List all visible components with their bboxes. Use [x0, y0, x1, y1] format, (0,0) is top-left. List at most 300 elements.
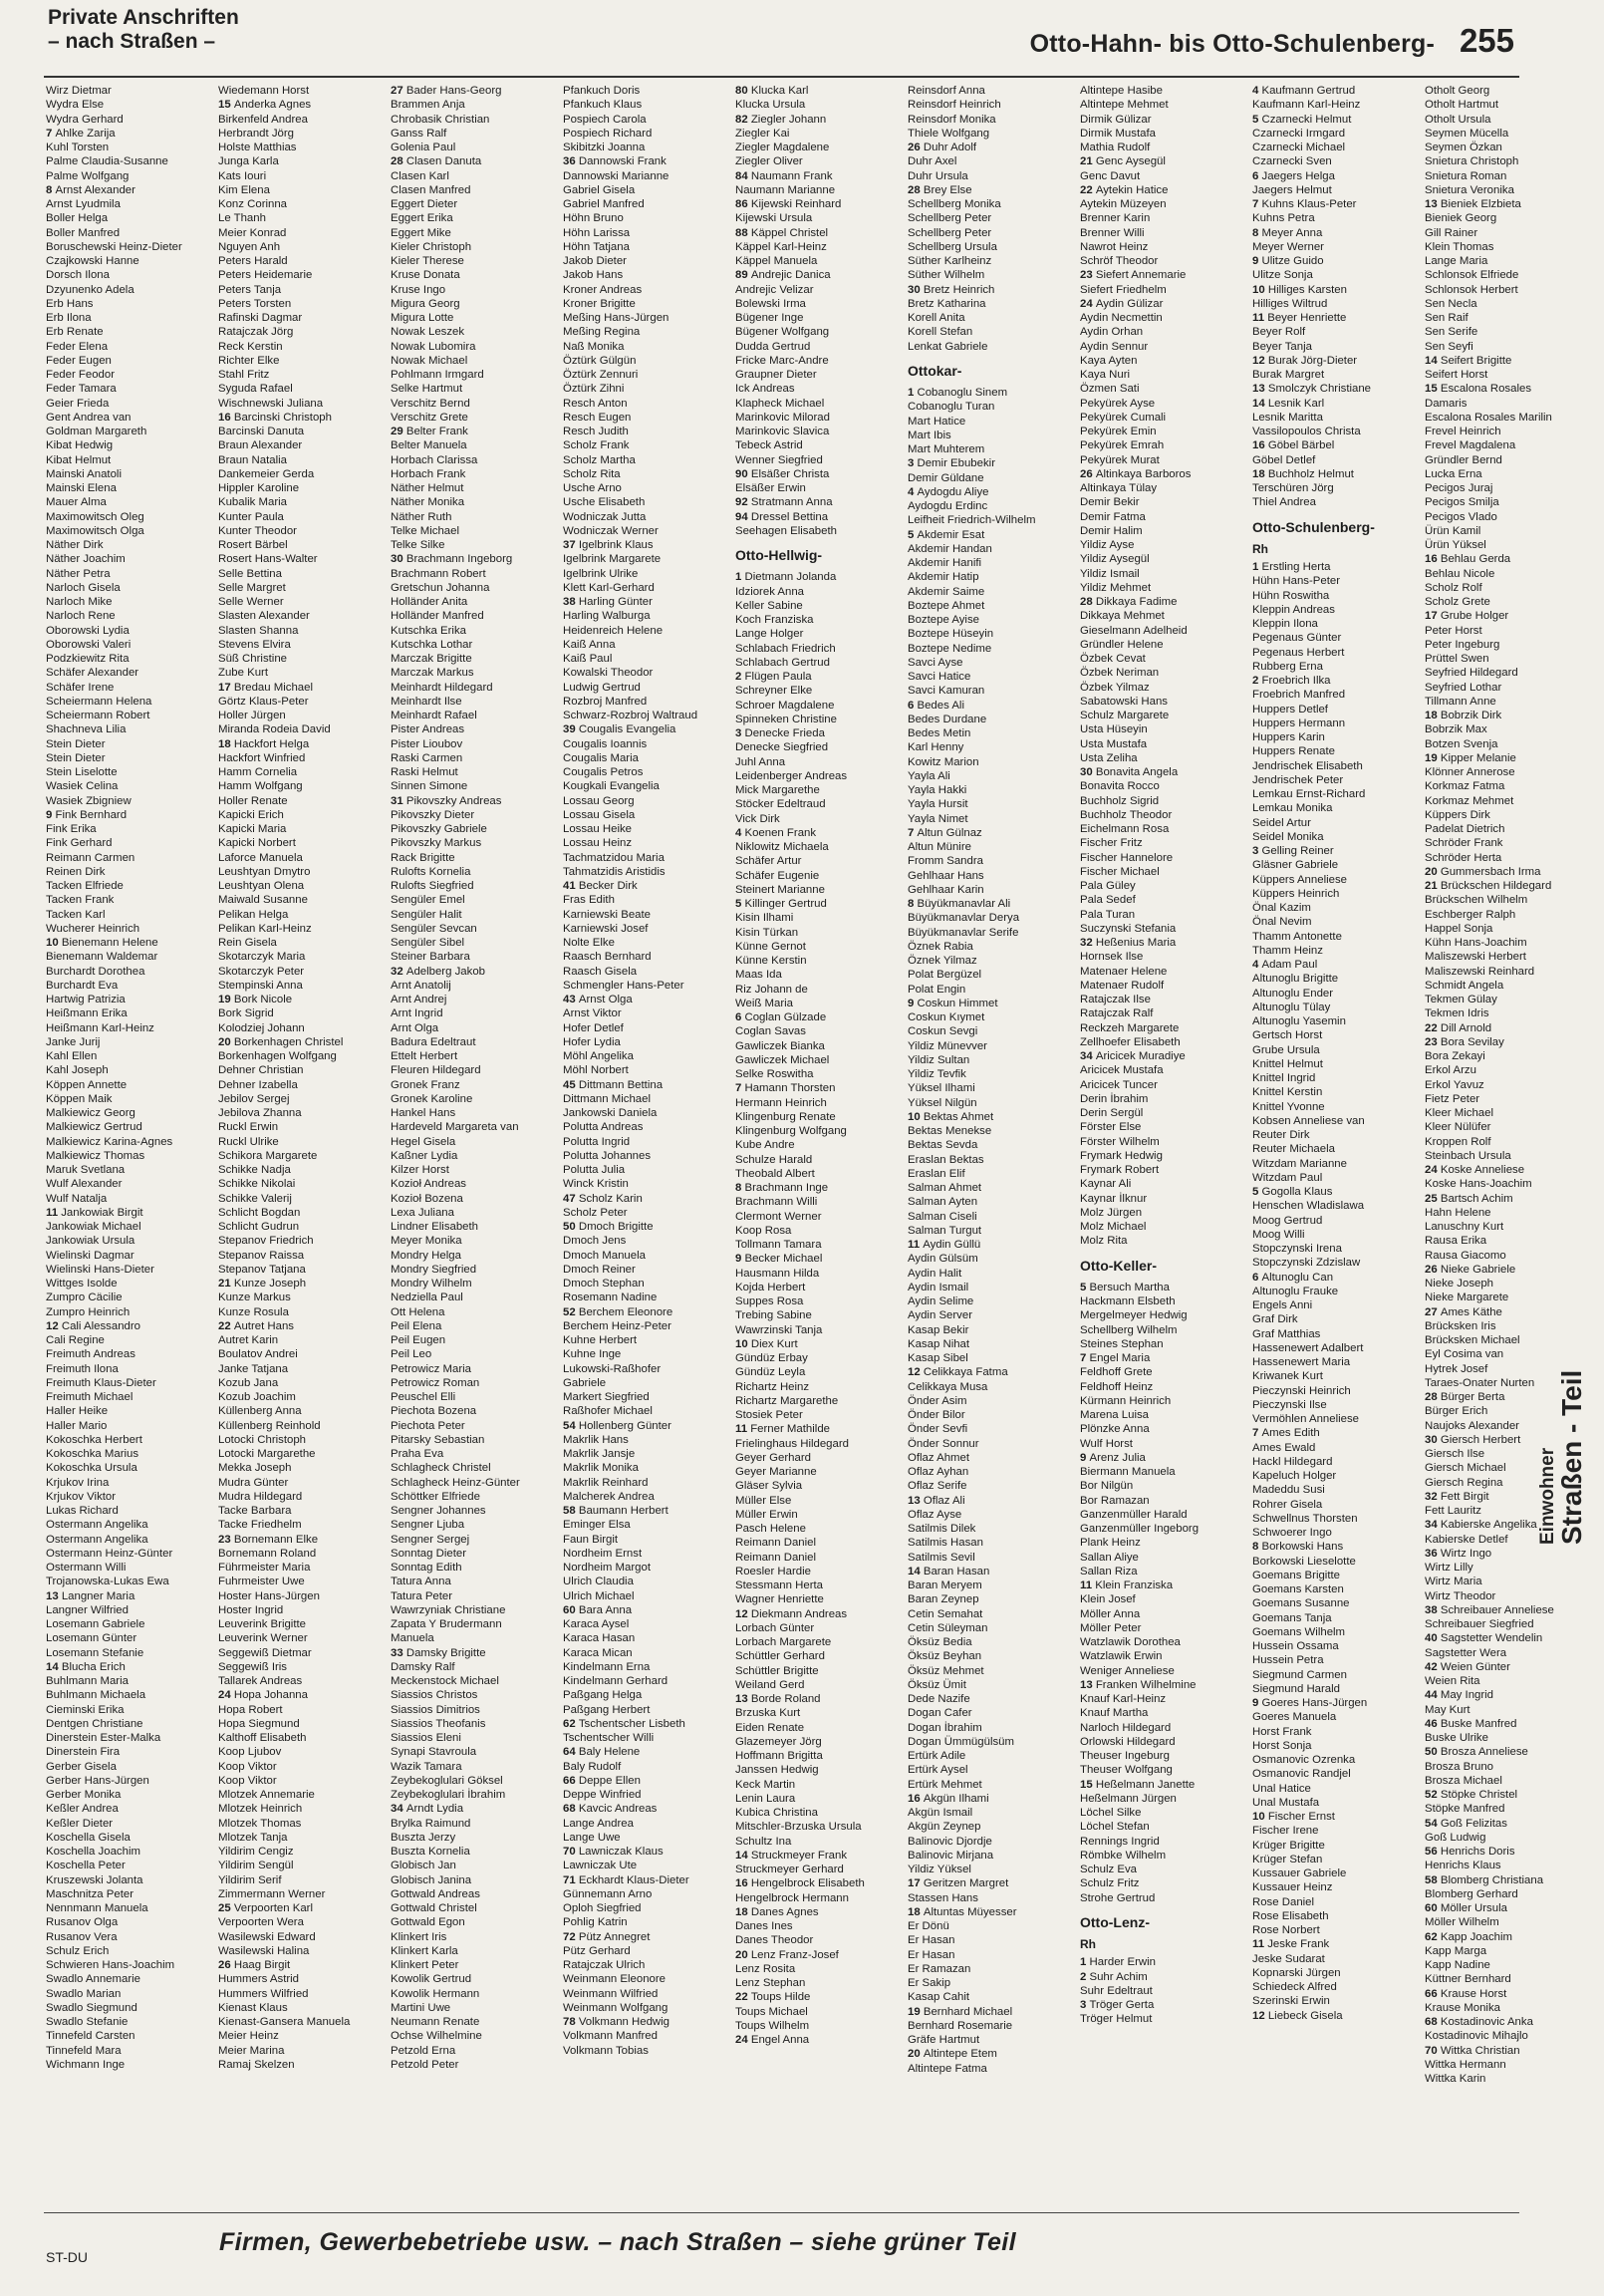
resident-name: Karl Henny: [908, 741, 964, 754]
resident-entry: [391, 751, 559, 765]
resident-name: Tschentscher Lisbeth: [578, 1717, 685, 1730]
resident-entry: [1252, 254, 1421, 268]
resident-entry: [908, 1351, 1076, 1365]
resident-name: Engel Maria: [1089, 1352, 1151, 1364]
resident-name: Horbach Clarissa: [391, 453, 478, 466]
resident-entry: [908, 585, 1076, 599]
resident-entry: [735, 1551, 904, 1565]
resident-entry: [391, 1006, 559, 1020]
resident-name: May Ingrid: [1440, 1689, 1494, 1702]
resident-entry: [735, 883, 904, 897]
resident-entry: [735, 453, 904, 467]
resident-entry: [1080, 1508, 1248, 1522]
house-number: 11: [1252, 1938, 1268, 1951]
resident-entry: [1080, 1536, 1248, 1550]
resident-name: Polutta Ingrid: [563, 1135, 631, 1148]
resident-entry: [218, 808, 387, 822]
house-number: 17: [908, 1877, 924, 1890]
resident-entry: [218, 609, 387, 623]
resident-entry: [1425, 922, 1593, 936]
resident-entry: [563, 1646, 731, 1660]
resident-name: Snietura Veronika: [1425, 183, 1514, 196]
resident-entry: [1080, 1479, 1248, 1493]
resident-entry: [1425, 1063, 1593, 1077]
resident-name: Hussein Ossama: [1252, 1640, 1339, 1652]
resident-entry: [908, 1948, 1076, 1962]
resident-entry: [1425, 1944, 1593, 1958]
resident-name: Czajkowski Hanne: [46, 255, 139, 267]
resident-name: Altun Gülnaz: [917, 826, 982, 839]
resident-name: Buhlmann Maria: [46, 1675, 129, 1687]
header-category-line1: Private Anschriften: [48, 6, 239, 29]
resident-entry: [1252, 1625, 1421, 1639]
resident-entry: [908, 1308, 1076, 1322]
resident-entry: [563, 1575, 731, 1588]
resident-name: Oborowski Valeri: [46, 638, 132, 651]
house-number: 18: [908, 1905, 924, 1918]
resident-entry: [908, 1195, 1076, 1209]
resident-entry: [46, 98, 214, 112]
resident-entry: [46, 2029, 214, 2043]
resident-entry: [218, 1447, 387, 1461]
house-number: 24: [218, 1689, 234, 1702]
resident-entry: [563, 1120, 731, 1134]
resident-entry: [1252, 603, 1421, 617]
resident-entry: [218, 1547, 387, 1561]
resident-entry: [218, 1802, 387, 1816]
resident-name: Danes Agnes: [750, 1905, 819, 1918]
resident-name: Stepanov Raissa: [218, 1249, 305, 1262]
resident-entry: [908, 311, 1076, 325]
resident-name: Unal Mustafa: [1252, 1796, 1320, 1809]
resident-entry: [46, 1731, 214, 1745]
resident-name: Aydin Sennur: [1080, 340, 1149, 353]
resident-entry: [1080, 751, 1248, 765]
resident-entry: [1080, 581, 1248, 595]
resident-entry: [218, 1817, 387, 1831]
resident-entry: [908, 226, 1076, 240]
resident-entry: [391, 709, 559, 722]
resident-name: Schröder Herta: [1425, 851, 1502, 864]
resident-entry: [735, 769, 904, 783]
resident-name: Weiß Maria: [735, 997, 794, 1009]
resident-entry: [1252, 169, 1421, 183]
resident-entry: [1252, 1285, 1421, 1298]
resident-entry: [1425, 1631, 1593, 1645]
resident-entry: [735, 1820, 904, 1834]
resident-name: Gawliczek Bianka: [735, 1039, 825, 1052]
resident-name: Seyfried Hildegard: [1425, 667, 1518, 680]
resident-entry: [908, 1494, 1076, 1508]
resident-entry: [46, 1915, 214, 1929]
resident-entry: [1080, 1451, 1248, 1465]
resident-entry: [218, 1831, 387, 1845]
resident-entry: [908, 1422, 1076, 1436]
resident-entry: [46, 141, 214, 154]
resident-entry: [1425, 595, 1593, 609]
resident-entry: [908, 1835, 1076, 1849]
resident-entry: [563, 1688, 731, 1702]
resident-entry: [735, 1053, 904, 1067]
resident-entry: [391, 84, 559, 98]
resident-name: Ulrich Claudia: [563, 1576, 634, 1588]
resident-entry: [391, 2029, 559, 2043]
resident-entry: [563, 1915, 731, 1929]
resident-name: Schlonsok Elfriede: [1425, 269, 1519, 282]
resident-name: Savci Kamuran: [908, 685, 985, 698]
resident-name: Öztürk Zihni: [563, 383, 625, 396]
resident-entry: [391, 1319, 559, 1333]
resident-entry: [391, 1291, 559, 1304]
resident-entry: [1425, 453, 1593, 467]
resident-entry: [218, 1603, 387, 1617]
resident-name: Schwarz-Rozbroj Waltraud: [563, 710, 698, 721]
resident-name: Wawrzinski Tanja: [735, 1323, 823, 1336]
resident-entry: [391, 411, 559, 425]
resident-entry: [1425, 1717, 1593, 1731]
resident-entry: [1425, 737, 1593, 751]
resident-name: Hilliges Wiltrud: [1252, 297, 1328, 310]
resident-name: Moog Willi: [1252, 1228, 1305, 1241]
resident-name: Martini Uwe: [391, 2001, 451, 2014]
resident-entry: [908, 1067, 1076, 1081]
resident-entry: [391, 154, 559, 168]
resident-entry: [1252, 481, 1421, 495]
house-number: 30: [391, 553, 406, 566]
resident-name: Graf Dirk: [1252, 1313, 1298, 1326]
resident-name: Kaufmann Gertrud: [1261, 85, 1356, 97]
resident-entry: [1080, 1649, 1248, 1663]
resident-entry: [735, 1451, 904, 1465]
resident-name: Kozioł Bozena: [391, 1192, 463, 1205]
resident-name: Erkol Yavuz: [1425, 1078, 1484, 1091]
resident-name: Plank Heinz: [1080, 1537, 1141, 1550]
resident-name: Wulf Horst: [1080, 1437, 1133, 1450]
resident-entry: [563, 240, 731, 254]
resident-name: Verpoorten Karl: [233, 1902, 313, 1914]
resident-name: Cetin Semahat: [908, 1607, 983, 1620]
house-number: 20: [218, 1035, 234, 1048]
resident-entry: [908, 997, 1076, 1010]
resident-name: Öznek Rabia: [908, 940, 973, 953]
resident-name: Yildiz Münevver: [908, 1039, 987, 1052]
resident-entry: [46, 1305, 214, 1319]
resident-name: Andrejic Danica: [750, 269, 831, 282]
house-number: 60: [1425, 1902, 1441, 1914]
resident-entry: [1080, 1049, 1248, 1063]
resident-name: Giersch Ilse: [1425, 1448, 1485, 1460]
resident-name: Ahlke Zarija: [55, 127, 116, 140]
resident-entry: [46, 354, 214, 368]
resident-name: Hackfort Helga: [233, 737, 310, 750]
resident-name: Hornsek Ilse: [1080, 951, 1144, 964]
resident-entry: [908, 1153, 1076, 1167]
resident-name: Malcherek Andrea: [563, 1490, 655, 1503]
resident-entry: [1080, 1835, 1248, 1849]
resident-name: Stratmann Anna: [750, 496, 833, 509]
resident-name: Kuhns Petra: [1252, 212, 1315, 225]
resident-name: Heßenius Maria: [1095, 937, 1177, 949]
resident-name: Hilliges Karsten: [1267, 283, 1347, 296]
house-number: 46: [1425, 1717, 1441, 1730]
resident-entry: [1080, 1106, 1248, 1120]
resident-name: Gehlhaar Karin: [908, 883, 984, 896]
house-number: 12: [735, 1607, 751, 1620]
resident-name: Maliszewski Herbert: [1425, 951, 1526, 964]
resident-name: Stessmann Herta: [735, 1579, 823, 1591]
resident-name: Henrichs Klaus: [1425, 1860, 1501, 1872]
resident-name: Schulz Fritz: [1080, 1877, 1140, 1890]
resident-entry: [1425, 1646, 1593, 1660]
resident-name: Fischer Fritz: [1080, 837, 1143, 850]
resident-name: Unal Hatice: [1252, 1782, 1311, 1795]
resident-entry: [1425, 779, 1593, 793]
resident-entry: [908, 627, 1076, 641]
resident-name: Salman Ciseli: [908, 1210, 977, 1223]
resident-name: Gill Rainer: [1425, 226, 1478, 239]
resident-name: Bornemann Elke: [233, 1533, 319, 1546]
resident-name: Önal Kazim: [1252, 902, 1311, 914]
resident-name: Rulofts Siegfried: [391, 880, 474, 892]
resident-entry: [46, 993, 214, 1006]
resident-name: Näther Ruth: [391, 510, 452, 523]
resident-entry: [735, 1778, 904, 1792]
resident-entry: [1425, 993, 1593, 1006]
resident-name: May Kurt: [1425, 1703, 1470, 1716]
resident-name: Killinger Gertrud: [744, 898, 827, 910]
resident-name: Gawliczek Michael: [735, 1053, 830, 1066]
house-number: 16: [735, 1877, 751, 1890]
resident-name: Bartsch Achim: [1440, 1192, 1513, 1205]
house-number: 50: [563, 1221, 579, 1233]
resident-name: Globisch Jan: [391, 1860, 456, 1872]
resident-name: Dogan İbrahim: [908, 1721, 982, 1734]
resident-entry: [1252, 1952, 1421, 1966]
directory-column: [1425, 84, 1593, 2212]
resident-name: Koschella Joachim: [46, 1846, 140, 1858]
house-number: 26: [1425, 1263, 1441, 1276]
resident-name: Förster Wilhelm: [1080, 1135, 1160, 1148]
resident-entry: [563, 1376, 731, 1390]
resident-entry: [218, 354, 387, 368]
side-tab-graphic: [1529, 1226, 1589, 1555]
resident-name: Salman Turgut: [908, 1224, 982, 1237]
resident-entry: [218, 1404, 387, 1418]
resident-name: Yildirim Cengiz: [218, 1846, 294, 1858]
resident-entry: [563, 1220, 731, 1234]
resident-name: Kaynar Ali: [1080, 1178, 1132, 1191]
resident-name: Kleer Michael: [1425, 1107, 1494, 1119]
resident-entry: [563, 1476, 731, 1490]
resident-entry: [391, 1021, 559, 1035]
resident-entry: [908, 1876, 1076, 1890]
resident-name: Duhr Adolf: [923, 142, 977, 153]
resident-entry: [391, 1447, 559, 1461]
resident-entry: [908, 1806, 1076, 1820]
resident-name: Wirz Dietmar: [46, 85, 112, 97]
resident-entry: [908, 940, 1076, 954]
resident-name: Giersch Regina: [1425, 1476, 1503, 1489]
house-number: 16: [908, 1792, 924, 1805]
resident-name: Slasten Shanna: [218, 624, 299, 637]
resident-entry: [391, 567, 559, 581]
resident-name: Kleppin Andreas: [1252, 603, 1335, 616]
resident-entry: [1080, 595, 1248, 609]
resident-name: Resch Anton: [563, 397, 628, 410]
resident-name: Freimuth Andreas: [46, 1348, 135, 1361]
resident-name: Nieke Gabriele: [1440, 1263, 1516, 1276]
resident-entry: [218, 1504, 387, 1518]
resident-name: Rausa Giacomo: [1425, 1249, 1506, 1262]
resident-entry: [46, 1078, 214, 1092]
resident-entry: [218, 169, 387, 183]
resident-name: Piechota Bozena: [391, 1405, 477, 1418]
resident-entry: [1252, 1980, 1421, 1994]
resident-entry: [218, 1120, 387, 1134]
resident-entry: [46, 1006, 214, 1020]
resident-name: Meier Konrad: [218, 226, 287, 239]
resident-entry: [1252, 453, 1421, 467]
resident-name: Matenaer Rudolf: [1080, 979, 1165, 992]
resident-entry: [1425, 808, 1593, 822]
resident-entry: [46, 865, 214, 879]
resident-entry: [46, 1873, 214, 1887]
resident-name: Steinert Marianne: [735, 883, 825, 896]
resident-entry: [218, 98, 387, 112]
resident-name: Boztepe Nedime: [908, 642, 992, 655]
resident-name: Heißmann Karl-Heinz: [46, 1021, 154, 1034]
resident-name: Reinsdorf Anna: [908, 85, 985, 97]
resident-entry: [391, 879, 559, 893]
resident-entry: [1252, 1753, 1421, 1767]
resident-name: Lotocki Margarethe: [218, 1448, 316, 1460]
resident-name: Aricicek Mustafa: [1080, 1064, 1164, 1077]
resident-entry: [563, 1533, 731, 1547]
resident-entry: [1425, 1120, 1593, 1134]
resident-name: Zeybekoglulari İbrahim: [391, 1789, 506, 1801]
resident-entry: [563, 1347, 731, 1361]
resident-name: Kunze Markus: [218, 1292, 291, 1304]
resident-entry: [218, 1944, 387, 1958]
resident-entry: [46, 1817, 214, 1831]
resident-name: Koschella Gisela: [46, 1831, 131, 1844]
resident-entry: [563, 1419, 731, 1433]
resident-entry: [46, 1092, 214, 1106]
resident-entry: [391, 1490, 559, 1504]
resident-entry: [1252, 127, 1421, 141]
resident-name: Mondry Siegfried: [391, 1263, 477, 1276]
resident-entry: [563, 1092, 731, 1106]
resident-entry: [218, 1760, 387, 1774]
house-number: 1: [1252, 561, 1262, 573]
resident-name: Altintepe Mehmet: [1080, 99, 1169, 112]
resident-entry: [1080, 524, 1248, 538]
house-number: 40: [1425, 1632, 1441, 1645]
resident-name: Knittel Yvonne: [1252, 1100, 1325, 1113]
resident-name: Kasap Bekir: [908, 1323, 969, 1336]
resident-name: Kozioł Andreas: [391, 1178, 466, 1191]
resident-name: Lucka Erna: [1425, 467, 1482, 480]
resident-entry: [46, 1788, 214, 1802]
resident-entry: [218, 2029, 387, 2043]
resident-entry: [1080, 1621, 1248, 1635]
resident-name: Stöpke Christel: [1440, 1789, 1518, 1801]
resident-entry: [1080, 865, 1248, 879]
resident-name: Leuverink Werner: [218, 1632, 308, 1645]
resident-name: Eggert Dieter: [391, 198, 458, 210]
resident-name: Strohe Gertrud: [1080, 1891, 1156, 1904]
resident-name: Pekyürek Emin: [1080, 426, 1157, 437]
resident-entry: [563, 737, 731, 751]
resident-entry: [391, 638, 559, 652]
resident-entry: [218, 538, 387, 552]
resident-name: Pekyürek Emrah: [1080, 439, 1165, 452]
resident-entry: [391, 1092, 559, 1106]
resident-entry: [1425, 1987, 1593, 2001]
resident-name: Ochse Wilhelmine: [391, 2030, 482, 2043]
resident-entry: [1425, 1177, 1593, 1191]
resident-entry: [735, 254, 904, 268]
resident-name: Siassios Theofanis: [391, 1717, 486, 1730]
resident-entry: [1080, 2012, 1248, 2026]
resident-name: Henschen Wladislawa: [1252, 1200, 1365, 1213]
resident-name: Kaya Nuri: [1080, 369, 1131, 381]
resident-name: Tatura Peter: [391, 1589, 453, 1602]
resident-entry: [46, 1660, 214, 1674]
resident-name: Altunoglu Yasemin: [1252, 1015, 1346, 1027]
resident-entry: [218, 524, 387, 538]
resident-entry: [391, 382, 559, 396]
resident-entry: [1425, 1603, 1593, 1617]
resident-entry: [908, 2033, 1076, 2047]
resident-entry: [1252, 382, 1421, 396]
resident-name: Bedes Metin: [908, 727, 971, 739]
resident-name: Coskun Himmet: [917, 997, 998, 1009]
resident-name: Schäfer Artur: [735, 855, 802, 868]
resident-entry: [1252, 425, 1421, 438]
resident-entry: [735, 783, 904, 797]
resident-name: Pelikan Karl-Heinz: [218, 922, 312, 935]
resident-name: Zube Kurt: [218, 667, 269, 680]
house-number: 5: [1252, 113, 1262, 126]
resident-name: Brachmann Inge: [744, 1182, 829, 1194]
resident-entry: [1252, 1142, 1421, 1156]
resident-name: Wirtz Ingo: [1440, 1547, 1492, 1560]
resident-entry: [218, 1518, 387, 1532]
resident-name: Nennmann Manuela: [46, 1902, 148, 1914]
resident-name: Hoster Ingrid: [218, 1603, 284, 1616]
resident-entry: [1252, 1923, 1421, 1937]
resident-name: Leuverink Brigitte: [218, 1618, 307, 1630]
resident-name: Möller Peter: [1080, 1621, 1142, 1634]
resident-entry: [1080, 1849, 1248, 1863]
resident-name: Ulitze Sonja: [1252, 269, 1313, 282]
resident-entry: [218, 1972, 387, 1986]
resident-name: Sallan Riza: [1080, 1565, 1138, 1578]
resident-name: Smolczyk Christiane: [1267, 383, 1372, 396]
house-number: 9: [735, 1253, 745, 1266]
resident-entry: [391, 297, 559, 311]
resident-entry: [908, 840, 1076, 854]
resident-entry: [1425, 1575, 1593, 1588]
resident-entry: [1080, 254, 1248, 268]
resident-entry: [391, 325, 559, 339]
resident-name: Maschnitza Peter: [46, 1887, 134, 1900]
resident-entry: [563, 1774, 731, 1788]
resident-name: Kostadinovic Anka: [1440, 2016, 1533, 2028]
resident-entry: [1425, 1788, 1593, 1802]
resident-entry: [1252, 311, 1421, 325]
